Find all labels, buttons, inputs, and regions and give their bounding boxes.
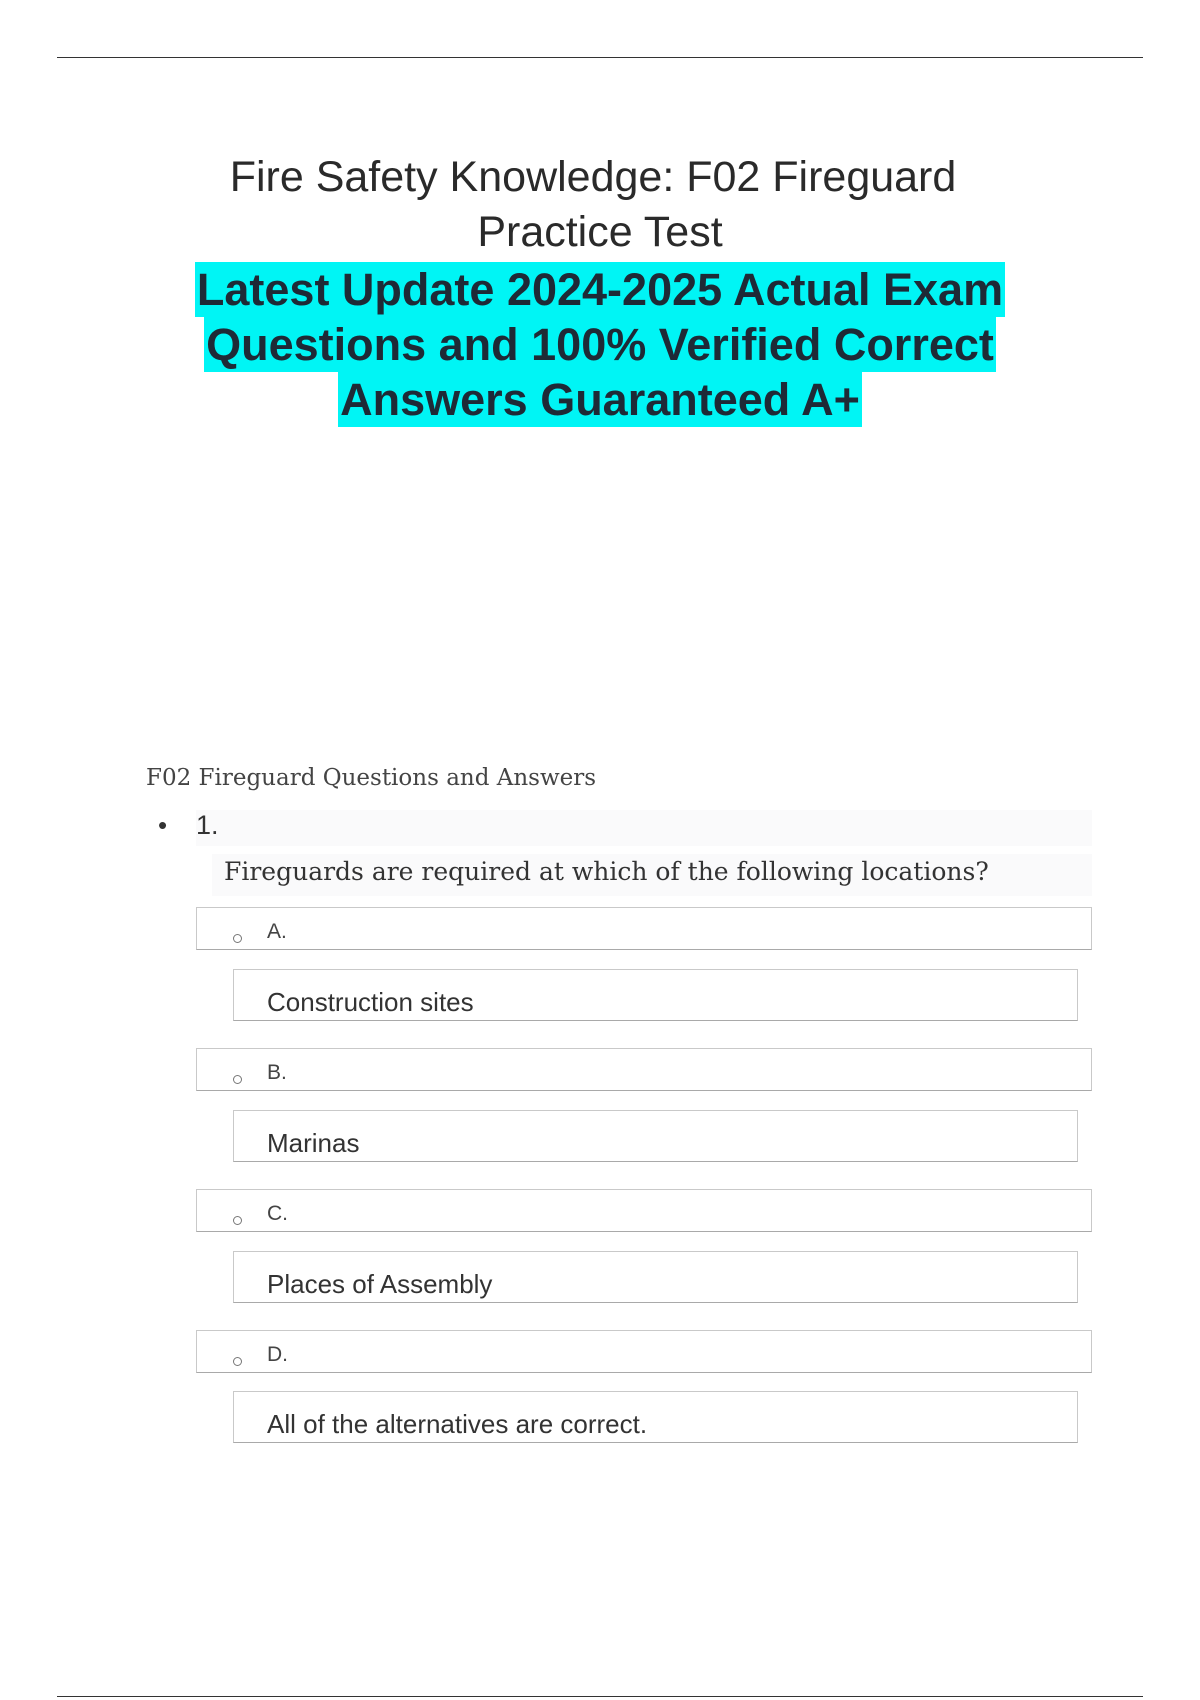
document-title	[100, 150, 1100, 260]
highlight-line-1: Latest Update 2024-2025 Actual Exam	[196, 264, 1004, 315]
question-text: Fireguards are required at which of the following locations?	[224, 857, 989, 886]
option-letter: D.	[267, 1343, 288, 1366]
option-b-label-box[interactable]	[196, 1048, 1092, 1091]
top-rule	[57, 57, 1143, 58]
option-c-answer-box[interactable]	[233, 1251, 1078, 1303]
option-letter: B.	[267, 1061, 287, 1084]
highlight-line-2: Questions and 100% Verified Correct	[206, 319, 994, 370]
question-number: 1.	[196, 810, 219, 840]
option-d-answer-box[interactable]	[233, 1391, 1078, 1443]
radio-circle-icon[interactable]	[233, 1075, 242, 1084]
highlight-line-3: Answers Guaranteed A+	[340, 374, 860, 425]
option-answer-text: Places of Assembly	[267, 1269, 493, 1299]
option-c-label-box[interactable]	[196, 1189, 1092, 1232]
title-line-2: Practice Test	[477, 208, 723, 256]
list-bullet: •	[158, 810, 168, 840]
option-answer-text: Marinas	[267, 1128, 360, 1158]
option-a-answer-box[interactable]	[233, 969, 1078, 1021]
option-d-label-box[interactable]	[196, 1330, 1092, 1373]
option-answer-text: All of the alternatives are correct.	[267, 1409, 648, 1439]
radio-circle-icon[interactable]	[233, 1216, 242, 1225]
bottom-rule	[57, 1696, 1143, 1697]
option-letter: A.	[267, 920, 287, 943]
option-answer-text: Construction sites	[267, 987, 474, 1017]
title-line-1: Fire Safety Knowledge: F02 Fireguard	[229, 153, 957, 201]
option-letter: C.	[267, 1202, 288, 1225]
radio-circle-icon[interactable]	[233, 934, 242, 943]
option-a-label-box[interactable]	[196, 907, 1092, 950]
radio-circle-icon[interactable]	[233, 1357, 242, 1366]
highlighted-subtitle	[100, 262, 1100, 427]
page-title	[100, 150, 1100, 260]
question-number-row	[196, 810, 1092, 846]
section-title: F02 Fireguard Questions and Answers	[146, 765, 597, 791]
option-b-answer-box[interactable]	[233, 1110, 1078, 1162]
